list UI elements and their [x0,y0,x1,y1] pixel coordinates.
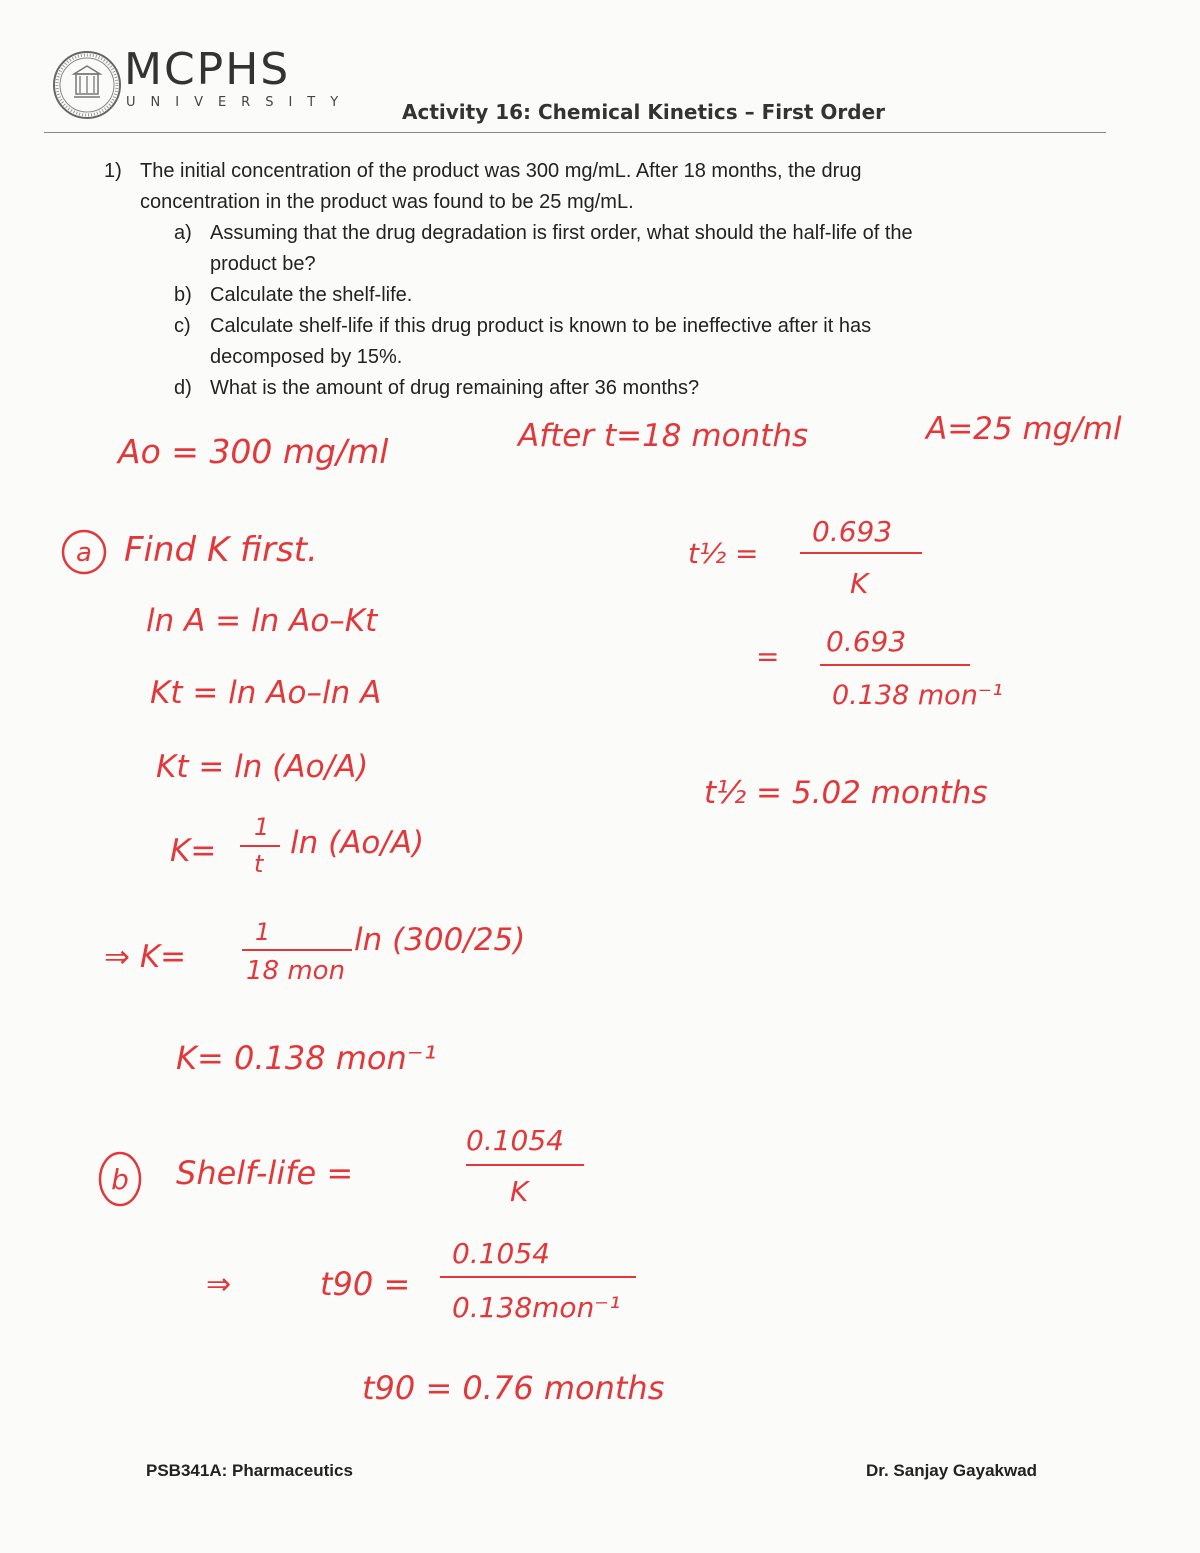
given-time: After t=18 months [518,418,809,454]
part-b-circle-marker [96,1150,144,1208]
given-initial-concentration: Ao = 300 mg/ml [118,432,389,471]
t90-result: t90 = 0.76 months [362,1369,665,1407]
shelf-life-lhs: Shelf-life = [176,1154,354,1192]
rate-constant-result: K= 0.138 mon⁻¹ [176,1039,437,1077]
part-a-label: a) [174,222,192,244]
part-b-text: Calculate the shelf-life. [210,284,413,306]
logo-subtitle: UNIVERSITY [126,95,354,110]
equation-4-denominator: t [254,850,264,878]
half-life-lhs: t½ = [688,537,759,570]
part-c-line-2: decomposed by 15%. [210,346,403,368]
part-d-label: d) [174,377,192,399]
equation-5-lhs: ⇒ K= [104,939,187,975]
question-line-2: concentration in the product was found to be 25 mg/mL. [140,191,634,213]
equation-5-numerator: 1 [255,918,271,946]
half-life-denominator-2: 0.138 mon⁻¹ [832,680,1003,711]
part-a-marker-label: a [76,538,92,568]
shelf-life-numerator: 0.1054 [466,1124,564,1157]
part-b-label: b) [174,284,192,306]
part-d-text: What is the amount of drug remaining after 36 months? [210,377,700,399]
part-a-heading: Find K first. [124,530,318,570]
equation-5-fraction-bar [242,949,352,951]
half-life-equals: = [756,640,780,673]
half-life-numerator-1: 0.693 [812,515,893,548]
equation-4-fraction-bar [240,845,280,847]
logo-wordmark: MCPHS [124,44,291,95]
half-life-fraction-bar-2 [820,664,970,666]
t90-fraction-bar [440,1276,636,1278]
university-seal-icon [52,50,122,120]
equation-3: Kt = ln (Ao/A) [156,749,369,785]
shelf-life-denominator: K [510,1175,529,1208]
part-a-line-1: Assuming that the drug degradation is first order, what should the half-life of the [210,222,913,244]
equation-5-denominator: 18 mon [246,956,346,986]
part-a-circle-marker [60,528,108,576]
equation-2: Kt = ln Ao–ln A [150,675,382,711]
equation-4-rhs: ln (Ao/A) [290,825,425,861]
half-life-numerator-2: 0.693 [826,625,907,658]
equation-4-lhs: K= [170,833,217,869]
footer-instructor: Dr. Sanjay Gayakwad [866,1461,1038,1480]
part-c-line-1: Calculate shelf-life if this drug product is known to be ineffective after it has [210,315,872,337]
given-final-concentration: A=25 mg/ml [926,411,1122,447]
half-life-fraction-bar-1 [800,552,922,554]
t90-arrow: ⇒ [206,1267,232,1302]
part-b-marker-label: b [111,1163,129,1196]
half-life-denominator-1: K [850,567,869,600]
equation-5-rhs: ln (300/25) [354,922,526,958]
footer-course: PSB341A: Pharmaceutics [146,1461,353,1480]
header-divider [44,132,1106,133]
equation-4-numerator: 1 [254,813,270,841]
question-number: 1) [104,160,122,182]
t90-denominator: 0.138mon⁻¹ [452,1291,621,1324]
question-line-1: The initial concentration of the product was 300 mg/mL. After 18 months, the drug [140,160,862,182]
half-life-result: t½ = 5.02 months [704,775,988,811]
equation-1: ln A = ln Ao–Kt [146,603,378,639]
shelf-life-fraction-bar [466,1164,584,1166]
t90-numerator: 0.1054 [452,1237,550,1270]
part-c-label: c) [174,315,191,337]
t90-lhs: t90 = [320,1265,411,1303]
page-title: Activity 16: Chemical Kinetics – First Order [402,100,886,124]
part-a-line-2: product be? [210,253,316,275]
